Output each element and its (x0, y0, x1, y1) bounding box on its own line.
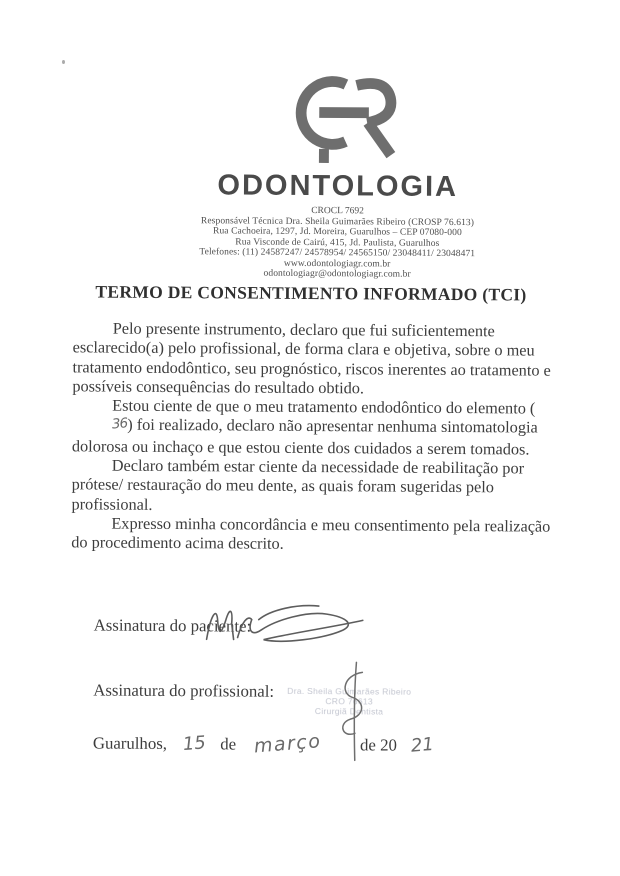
professional-signature-label: Assinatura do profissional: (93, 680, 275, 701)
clinic-info-address-2: Rua Visconde de Cairú, 415, Jd. Paulista, Guarulhos (235, 237, 440, 249)
handwritten-year: 21 (410, 733, 435, 757)
handwritten-day: 15 (182, 732, 207, 756)
stamp-cro-number: CRO 76613 (325, 696, 373, 707)
gr-logo-icon (276, 74, 401, 170)
clinic-info-address-1: Rua Cachoeira, 1297, Jd. Moreira, Guarulhos – CEP 07080-000 (212, 226, 462, 239)
clinic-info-phones: Telefones: (11) 24587247/ 24578954/ 24565150/ 23048411/ 23048471 (199, 247, 476, 260)
clinic-info-email: odontologiagr@odontologiagr.com.br (263, 269, 411, 281)
paragraph-2 (72, 396, 552, 459)
clinic-info-website: www.odontologiagr.com.br (283, 258, 391, 270)
clinic-header (27, 72, 620, 282)
paragraph-1: Pelo presente instrumento, declaro que fui suficientemente esclarecido(a) pelo profissional, de forma clara e objetiva, sobre o meu tratamento endodôntico, seu prognóstico, riscos inerentes ao tratamento e possíveis consequências do resultado obtido. (72, 318, 551, 398)
stamp-doctor-name: Dra. Sheila Guimarães Ribeiro (287, 685, 412, 697)
date-particle-1: de (220, 734, 237, 754)
patient-signature-label: Assinatura do paciente: (93, 615, 252, 636)
paragraph-2-before: Estou ciente de que o meu tratamento endodôntico do elemento ( (112, 395, 536, 418)
patient-signature-scribble (200, 595, 372, 667)
clinic-name: ODONTOLOGIA (217, 169, 459, 204)
stamp-title: Cirurgiã Dentista (314, 706, 384, 717)
clinic-info-responsible: Responsável Técnica Dra. Sheila Guimarães Ribeiro (CROSP 76.613) (200, 215, 475, 228)
paragraph-2-after: ) foi realizado, declaro não apresentar nenhuma sintomatologia dolorosa ou inchaço e que estou ciente dos cuidados a serem tomados. (71, 415, 538, 459)
city-label: Guarulhos, (92, 733, 168, 754)
crocl-number: CROCL 7692 (311, 206, 364, 217)
logo-r-leg (368, 123, 391, 155)
document-title: TERMO DE CONSENTIMENTO INFORMADO (TCI) (95, 281, 527, 305)
paragraph-4: Expresso minha concordância e meu consentimento pela realização do procedimento acima descrito. (71, 513, 551, 554)
handwritten-month: março (253, 730, 323, 758)
consent-body-text (71, 318, 553, 555)
date-particle-2: de 20 (360, 735, 397, 755)
date-line (92, 730, 435, 758)
paragraph-3: Declaro também estar ciente da necessidade de reabilitação por prótese/ restauração do meu dente, as quais foram sugeridas pelo profissional. (71, 455, 525, 514)
handwritten-tooth-number: 36 (111, 415, 128, 433)
